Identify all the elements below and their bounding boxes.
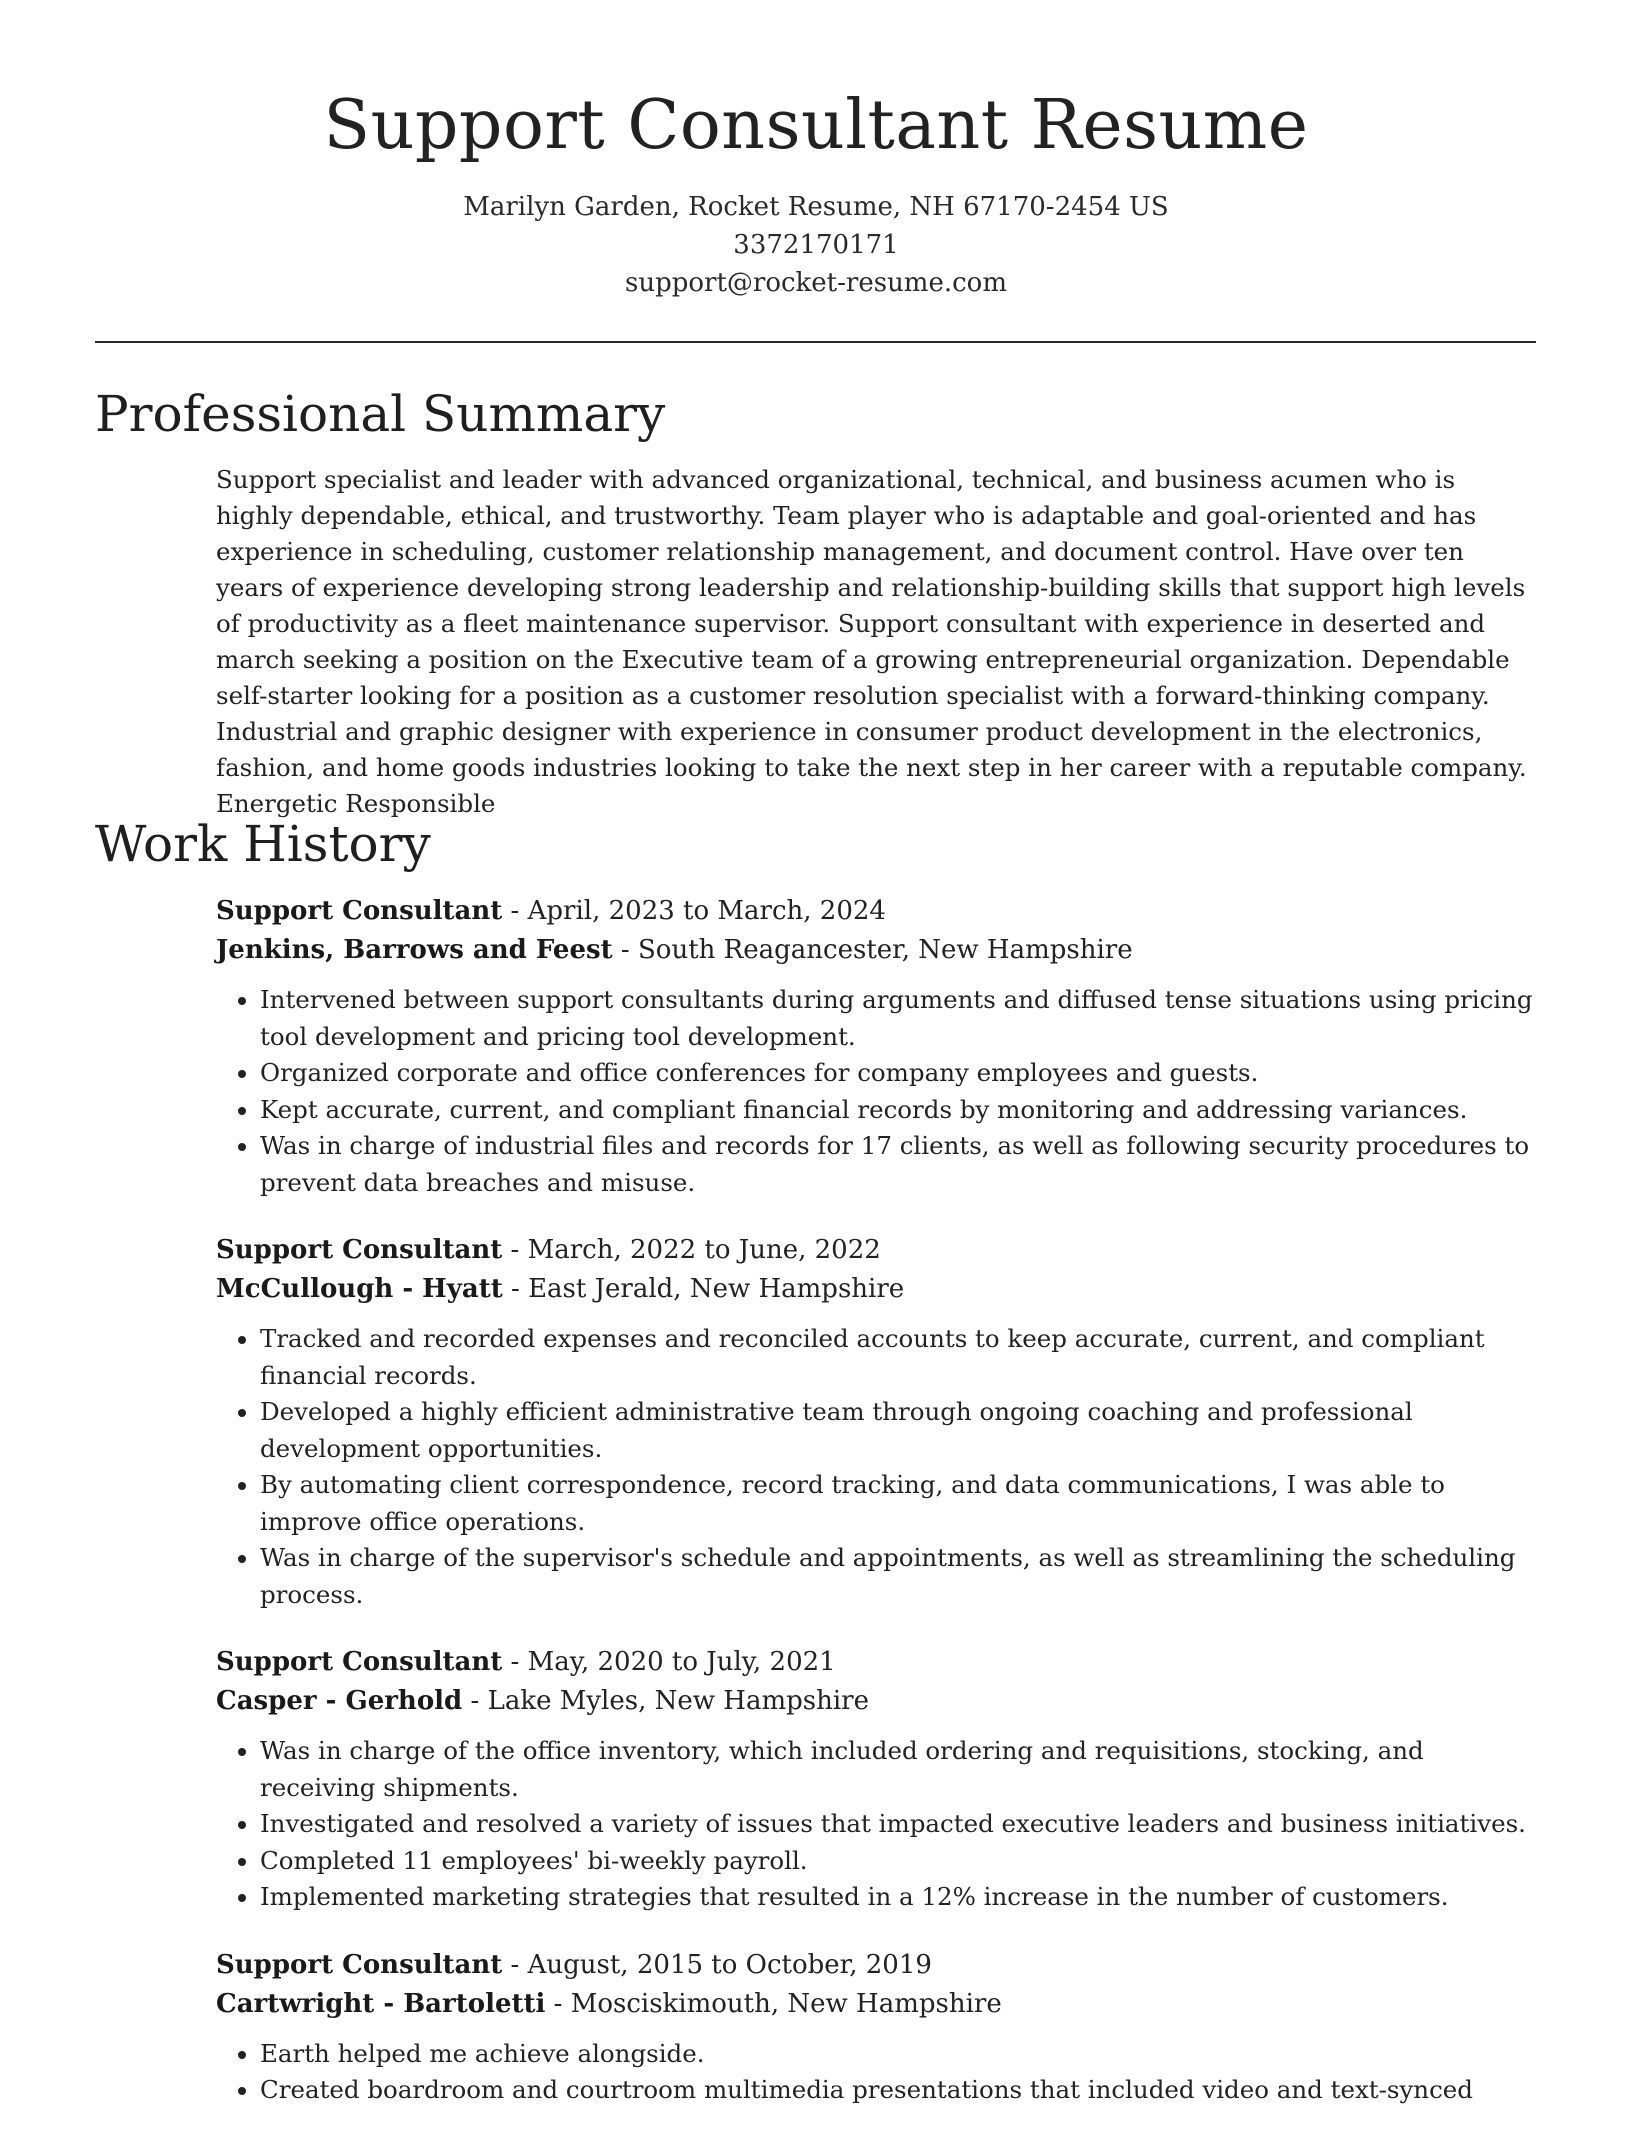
resume-title: Support Consultant Resume xyxy=(323,86,1309,165)
contact-block xyxy=(0,188,1632,302)
job-dates: April, 2023 to March, 2024 xyxy=(527,896,886,926)
job-location: Mosciskimouth, New Hampshire xyxy=(570,1988,1002,2019)
contact-address: Marilyn Garden, Rocket Resume, NH 67170-2454 US xyxy=(463,192,1169,222)
separator: - xyxy=(502,1647,528,1677)
job-title: Support Consultant xyxy=(216,1949,503,1980)
job-bullet: • By automating client correspondence, record tracking, and data communications, I was able to improve office operations. xyxy=(260,1467,1541,1540)
job-bullets xyxy=(216,982,1541,1201)
contact-email: support@rocket-resume.com xyxy=(624,268,1007,298)
job-company: Cartwright - Bartoletti xyxy=(216,1988,546,2019)
job-title-line xyxy=(216,892,1541,931)
job-bullets xyxy=(216,1321,1541,1613)
separator: - xyxy=(545,1988,571,2019)
job-bullet: • Earth helped me achieve alongside. xyxy=(260,2036,1541,2073)
job-title: Support Consultant xyxy=(216,896,503,926)
job-bullet: • Was in charge of the supervisor's schedule and appointments, as well as streamlining the scheduling process. xyxy=(260,1540,1541,1613)
job-entry xyxy=(216,1946,1541,2109)
separator: - xyxy=(502,1235,528,1265)
job-bullet: • Investigated and resolved a variety of issues that impacted executive leaders and business initiatives. xyxy=(260,1806,1541,1843)
job-bullet: • Implemented marketing strategies that resulted in a 12% increase in the number of customers. xyxy=(260,1879,1541,1916)
job-company-line xyxy=(216,1985,1541,2024)
job-bullet: • Tracked and recorded expenses and reconciled accounts to keep accurate, current, and compliant financial records. xyxy=(260,1321,1541,1394)
separator: - xyxy=(502,1274,529,1304)
separator: - xyxy=(612,935,638,965)
job-company: Jenkins, Barrows and Feest xyxy=(216,935,613,965)
separator: - xyxy=(462,1686,488,1716)
job-company-line xyxy=(216,931,1541,970)
job-entry xyxy=(216,1231,1541,1613)
job-dates: August, 2015 to October, 2019 xyxy=(527,1949,932,1980)
job-bullet: • Intervened between support consultants during arguments and diffused tense situations using pricing tool development and pricing tool development. xyxy=(260,982,1541,1055)
job-bullet: • Created boardroom and courtroom multimedia presentations that included video and text-synced xyxy=(260,2072,1541,2109)
job-company-line xyxy=(216,1682,1541,1721)
job-company-line xyxy=(216,1270,1541,1309)
job-bullet: • Developed a highly efficient administrative team through ongoing coaching and professional development opportunities. xyxy=(260,1394,1541,1467)
job-bullets xyxy=(216,1733,1541,1916)
job-dates: March, 2022 to June, 2022 xyxy=(527,1235,881,1265)
separator: - xyxy=(502,1949,528,1980)
job-bullet: • Was in charge of the office inventory, which included ordering and requisitions, stocking, and receiving shipments. xyxy=(260,1733,1541,1806)
job-bullets xyxy=(216,2036,1541,2109)
job-location: Lake Myles, New Hampshire xyxy=(487,1686,869,1716)
summary-text: Support specialist and leader with advanced organizational, technical, and business acumen who is highly dependable, ethical, and trustworthy. Team player who is adaptable and goal-oriented and has experience in scheduling, customer relationship management, and document control. Have over ten years of experience developing strong leadership and relationship-building skills that support high levels of productivity as a fleet maintenance supervisor. Support consultant with experience in deserted and march seeking a position on the Executive team of a growing entrepreneurial organization. Dependable self-starter looking for a position as a customer resolution specialist with a forward-thinking company. Industrial and graphic designer with experience in consumer product development in the electronics, fashion, and home goods industries looking to take the next step in her career with a reputable company. Energetic Responsible xyxy=(216,465,1527,818)
summary-heading: Professional Summary xyxy=(95,385,666,443)
job-location: South Reagancester, New Hampshire xyxy=(638,935,1133,965)
job-bullet: • Was in charge of industrial files and records for 17 clients, as well as following security procedures to prevent data breaches and misuse. xyxy=(260,1128,1541,1201)
job-bullet: • Organized corporate and office conferences for company employees and guests. xyxy=(260,1055,1541,1092)
job-title-line xyxy=(216,1231,1541,1270)
separator: - xyxy=(502,896,528,926)
header-divider xyxy=(95,341,1536,343)
work-history-list xyxy=(216,892,1541,2139)
job-company: Casper - Gerhold xyxy=(216,1686,463,1716)
contact-phone: 3372170171 xyxy=(733,230,899,260)
job-title-line xyxy=(216,1643,1541,1682)
job-entry xyxy=(216,892,1541,1201)
job-title-line xyxy=(216,1946,1541,1985)
job-title: Support Consultant xyxy=(216,1647,503,1677)
job-bullet: • Completed 11 employees' bi-weekly payroll. xyxy=(260,1843,1541,1880)
job-dates: May, 2020 to July, 2021 xyxy=(527,1647,836,1677)
job-location: East Jerald, New Hampshire xyxy=(528,1274,905,1304)
job-entry xyxy=(216,1643,1541,1916)
job-title: Support Consultant xyxy=(216,1235,503,1265)
resume-header xyxy=(0,78,1632,302)
job-bullet: • Kept accurate, current, and compliant financial records by monitoring and addressing variances. xyxy=(260,1092,1541,1129)
work-history-heading: Work History xyxy=(95,815,431,873)
job-company: McCullough - Hyatt xyxy=(216,1274,503,1304)
